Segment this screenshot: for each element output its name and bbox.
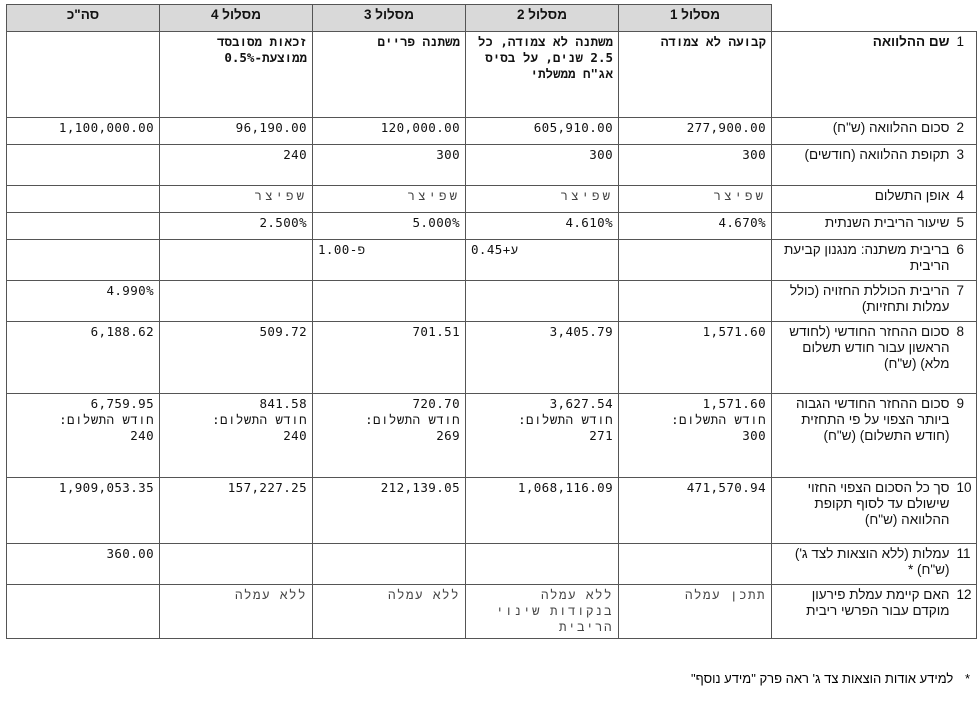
row7-route4 — [160, 281, 313, 322]
row3-number: 3 — [955, 145, 977, 186]
row3-label: תקופת ההלוואה (חודשים) — [772, 145, 955, 186]
row5-route4: 2.500% — [160, 213, 313, 240]
row4-route1: שפיצר — [619, 186, 772, 213]
header-route-4: מסלול 4 — [160, 5, 313, 32]
header-route-3: מסלול 3 — [313, 5, 466, 32]
row5-route3: 5.000% — [313, 213, 466, 240]
row4-number: 4 — [955, 186, 977, 213]
table-row — [7, 145, 977, 186]
row4-total — [7, 186, 160, 213]
row10-label: סך כל הסכום הצפוי החזוי שישולם עד לסוף תקופת ההלוואה (ש"ח) — [772, 478, 955, 544]
row2-total: 1,100,000.00 — [7, 118, 160, 145]
header-route-2: מסלול 2 — [466, 5, 619, 32]
row6-number: 6 — [955, 240, 977, 281]
row5-route1: 4.670% — [619, 213, 772, 240]
row9-route3-month-label: חודש התשלום: — [365, 412, 460, 427]
row8-route3: 701.51 — [313, 322, 466, 394]
row6-route4 — [160, 240, 313, 281]
row5-total — [7, 213, 160, 240]
row9-number: 9 — [955, 394, 977, 478]
row2-route4: 96,190.00 — [160, 118, 313, 145]
row8-route1: 1,571.60 — [619, 322, 772, 394]
table-row — [7, 394, 977, 478]
row4-route2: שפיצר — [466, 186, 619, 213]
row9-route2-month: 271 — [589, 428, 613, 443]
row3-route1: 300 — [619, 145, 772, 186]
row4-label: אופן התשלום — [772, 186, 955, 213]
row3-route2: 300 — [466, 145, 619, 186]
table-row — [7, 186, 977, 213]
row3-total — [7, 145, 160, 186]
row8-label: סכום ההחזר החודשי (לחודש הראשון עבור חודש תשלום מלא) (ש"ח) — [772, 322, 955, 394]
header-blank — [772, 5, 977, 32]
row1-route4: זכאות מסובסד ממוצעת-0.5% — [160, 32, 313, 118]
loan-routes-table-container — [6, 4, 976, 639]
row9-total-value: 6,759.95 — [90, 396, 154, 411]
table-row — [7, 478, 977, 544]
row9-route2-value: 3,627.54 — [549, 396, 613, 411]
row12-route3: ללא עמלה — [313, 585, 466, 639]
row11-label: עמלות (ללא הוצאות לצד ג')(ש"ח) * — [772, 544, 955, 585]
table-row — [7, 322, 977, 394]
loan-routes-table — [6, 4, 977, 639]
row7-total: 4.990% — [7, 281, 160, 322]
footnote-star: * — [964, 671, 970, 686]
row8-route2: 3,405.79 — [466, 322, 619, 394]
row9-route4-month-label: חודש התשלום: — [212, 412, 307, 427]
row5-label: שיעור הריבית השנתית — [772, 213, 955, 240]
row10-route4: 157,227.25 — [160, 478, 313, 544]
row12-route2: ללא עמלה בנקודות שינוי הריבית — [466, 585, 619, 639]
row11-number: 11 — [955, 544, 977, 585]
row9-label: סכום ההחזר החודשי הגבוה ביותר הצפוי על פי התחזית (חודש התשלום) (ש"ח) — [772, 394, 955, 478]
row11-route3 — [313, 544, 466, 585]
row6-route3: פ-1.00 — [313, 240, 466, 281]
table-row — [7, 32, 977, 118]
table-row — [7, 281, 977, 322]
row1-route3: משתנה פריים — [313, 32, 466, 118]
row11-total: 360.00 — [7, 544, 160, 585]
row9-route1-month-label: חודש התשלום: — [671, 412, 766, 427]
row4-route4: שפיצר — [160, 186, 313, 213]
row8-total: 6,188.62 — [7, 322, 160, 394]
row10-number: 10 — [955, 478, 977, 544]
row11-route2 — [466, 544, 619, 585]
footnote-text: למידע אודות הוצאות צד ג' ראה פרק "מידע נוסף" — [690, 671, 954, 686]
row9-route3 — [313, 394, 466, 478]
row10-route2: 1,068,116.09 — [466, 478, 619, 544]
table-row — [7, 118, 977, 145]
row12-total — [7, 585, 160, 639]
row2-route2: 605,910.00 — [466, 118, 619, 145]
row1-route1: קבועה לא צמודה — [619, 32, 772, 118]
row9-route3-value: 720.70 — [412, 396, 460, 411]
row9-route3-month: 269 — [436, 428, 460, 443]
row1-number: 1 — [955, 32, 977, 118]
row6-route1 — [619, 240, 772, 281]
row2-route3: 120,000.00 — [313, 118, 466, 145]
row9-total-month: 240 — [130, 428, 154, 443]
row6-label: בריבית משתנה: מנגנון קביעת הריבית — [772, 240, 955, 281]
row6-route2: ע+0.45 — [466, 240, 619, 281]
row9-route2-month-label: חודש התשלום: — [518, 412, 613, 427]
row12-label: האם קיימת עמלת פירעון מוקדם עבור הפרשי ריבית — [772, 585, 955, 639]
row3-route3: 300 — [313, 145, 466, 186]
row10-route1: 471,570.94 — [619, 478, 772, 544]
header-route-1: מסלול 1 — [619, 5, 772, 32]
footnote — [0, 671, 970, 686]
row5-number: 5 — [955, 213, 977, 240]
row12-route1: תתכן עמלה — [619, 585, 772, 639]
row12-route4: ללא עמלה — [160, 585, 313, 639]
row1-total — [7, 32, 160, 118]
row9-route4 — [160, 394, 313, 478]
row8-number: 8 — [955, 322, 977, 394]
row2-label: סכום ההלוואה (ש"ח) — [772, 118, 955, 145]
row9-total-month-label: חודש התשלום: — [59, 412, 154, 427]
row7-route3 — [313, 281, 466, 322]
row9-total — [7, 394, 160, 478]
row7-label: הריבית הכוללת החזויה (כולל עמלות ותחזיות) — [772, 281, 955, 322]
row12-number: 12 — [955, 585, 977, 639]
row3-route4: 240 — [160, 145, 313, 186]
table-row — [7, 544, 977, 585]
row11-route4 — [160, 544, 313, 585]
header-total: סה"כ — [7, 5, 160, 32]
row9-route4-value: 841.58 — [259, 396, 307, 411]
row10-total: 1,909,053.35 — [7, 478, 160, 544]
row9-route1 — [619, 394, 772, 478]
row2-route1: 277,900.00 — [619, 118, 772, 145]
row4-route3: שפיצר — [313, 186, 466, 213]
table-row — [7, 213, 977, 240]
row1-label: שם ההלוואה — [772, 32, 955, 118]
table-row — [7, 240, 977, 281]
row11-route1 — [619, 544, 772, 585]
row10-route3: 212,139.05 — [313, 478, 466, 544]
row1-route2: משתנה לא צמודה, כל 2.5 שנים, על בסיס אג"ח ממשלתי — [466, 32, 619, 118]
row8-route4: 509.72 — [160, 322, 313, 394]
row5-route2: 4.610% — [466, 213, 619, 240]
row9-route1-value: 1,571.60 — [702, 396, 766, 411]
row9-route4-month: 240 — [283, 428, 307, 443]
row7-number: 7 — [955, 281, 977, 322]
row7-route1 — [619, 281, 772, 322]
table-row — [7, 585, 977, 639]
row9-route2 — [466, 394, 619, 478]
row7-route2 — [466, 281, 619, 322]
row9-route1-month: 300 — [742, 428, 766, 443]
row6-total — [7, 240, 160, 281]
row2-number: 2 — [955, 118, 977, 145]
header-row — [7, 5, 977, 32]
